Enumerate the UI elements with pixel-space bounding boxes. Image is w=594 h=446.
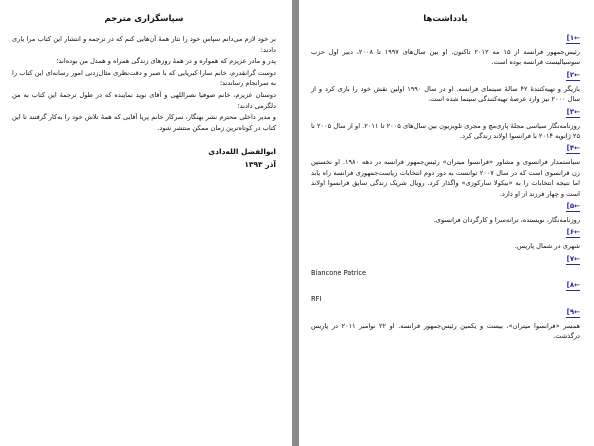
- ack-paragraph-5: و مدیر داخلی محترم نشر بهنگار، سرکار خانم پریا آقایی که همهٔ تلاش خود را به‌کار گرفتند تا این کتاب در کوتاه‌ترین زمان ممکن منتشر شود.: [12, 113, 276, 132]
- note-text: بازیگر و تهیه‌کنندهٔ ۴۲ سالهٔ سینمای فرانسه. او در سال ۱۹۹۰ اولین نقش خود را بازی کرد و از سال ۲۰۰۰ نیز وارد عرصهٔ تهیه‌کنندگی سینما شده است.: [311, 84, 581, 104]
- note-number-link[interactable]: [۲←: [566, 70, 580, 79]
- note-text: شهری در شمال پاریس.: [514, 242, 580, 251]
- ack-paragraph-3: دوست گرانقدرم، خانم سارا کبریایی که با صبر و دقت‌نظری مثال‌زدنی امور رسانه‌ای این کتاب را به سرانجام رساندند؛: [12, 68, 276, 88]
- ack-paragraph-2: پدر و مادر عزیزم که همواره و در همهٔ روزهای زندگی همراه و همدل من بوده‌اند؛: [56, 57, 276, 66]
- notes-page: [299, 0, 594, 446]
- note-text: رئیس‌جمهور فرانسه از ۱۵ مه ۲۰۱۲ تاکنون. او بین سال‌های ۱۹۹۷ تا ۲۰۰۸، دبیر اول حزب سوسیالیست فرانسه بوده است.: [311, 48, 580, 67]
- note-number-link[interactable]: [۷←: [566, 254, 580, 263]
- note-text: Biancone Patrice: [311, 268, 367, 277]
- ack-paragraph-1: بر خود لازم می‌دانم سپاس خود را نثار همهٔ آن‌هایی کنم که در ترجمه و انتشار این کتاب مرا یاری دادند:: [12, 35, 276, 54]
- translator-acknowledgements-page: [0, 0, 292, 446]
- note-text: روزنامه‌نگار، نویسنده، ترانه‌سرا و کارگردان فرانسوی.: [433, 216, 580, 225]
- note-text: همسر «فرانسوا میتران»، بیست و یکمین رئیس‌جمهور فرانسه. او ۲۲ نوامبر ۲۰۱۱ در پاریس درگذشت.: [311, 321, 580, 341]
- acknowledgements-heading: سپاسگزاری مترجم: [104, 14, 184, 24]
- notes-heading: یادداشت‌ها: [423, 14, 468, 24]
- note-number-link[interactable]: [۸←: [566, 281, 580, 290]
- note-number-link[interactable]: [۹←: [566, 307, 580, 316]
- note-number-link[interactable]: [۴←: [566, 144, 580, 153]
- translation-date: آذر ۱۳۹۳: [244, 160, 276, 170]
- note-text: RFI: [311, 295, 322, 304]
- notes-list: [311, 34, 580, 342]
- note-text: روزنامه‌نگار سیاسی مجلهٔ پاری‌مچ و مجری تلویزیون بین سال‌های ۲۰۰۵ تا ۲۰۱۱. او از سال ۲۰۰۵ تا ۲۵ ژانویه ۲۰۱۴ با فرانسوا اولاند زندگی کرد.: [311, 121, 580, 141]
- translator-name: ابوالفضل الله‌دادی: [208, 147, 276, 157]
- note-text: سیاستمدار فرانسوی و مشاور «فرانسوا میتران» رئیس‌جمهور فرانسه در دهه ۱۹۸۰. او نخستین زن فرانسوی است که در سال ۲۰۰۷ توانست به دور دوم انتخابات ریاست‌جمهوری فرانسه راه یابد اما نتیجه انتخابات را به «نیکولا سارکوزی» واگذار کرد. رویال شریک زندگی سابق فرانسوا اولاند است و چهار فرزند از او دارد.: [311, 158, 580, 198]
- note-number-link[interactable]: [۳←: [566, 107, 580, 116]
- ack-paragraph-4: دوستان عزیزم، خانم صوفیا نصراللهی و آقای نوید نماینده که در طول ترجمهٔ این کتاب به من دلگرمی دادند؛: [12, 90, 276, 110]
- note-number-link[interactable]: [۱←: [566, 34, 580, 42]
- note-number-link[interactable]: [۶←: [566, 228, 580, 237]
- note-number-link[interactable]: [۵←: [566, 202, 580, 211]
